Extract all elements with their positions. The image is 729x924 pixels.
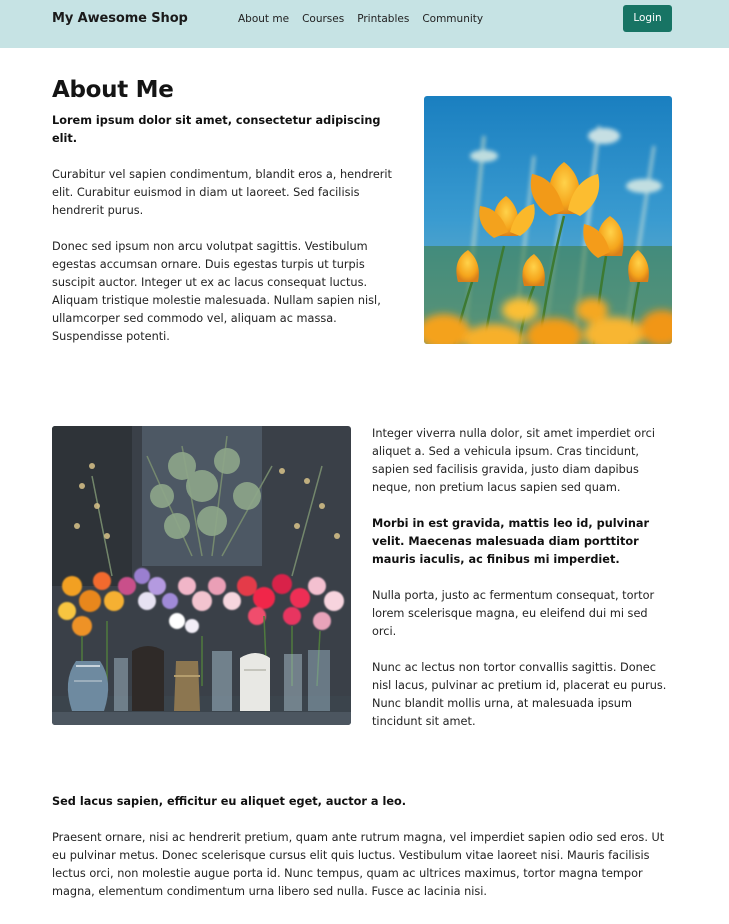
second-paragraph-3: Nunc ac lectus non tortor convallis sagittis. Donec nisl lacus, pulvinar ac pretium id, placerat eu purus. Nunc blandit mollis urna, at malesuada ipsum tincidunt sit amet.	[372, 661, 667, 728]
nav-link-printables[interactable]: Printables	[357, 13, 410, 25]
flower-shop-illustration	[52, 426, 351, 725]
poppies-photo	[424, 96, 672, 344]
third-paragraph-1: Praesent ornare, nisi ac hendrerit pretium, quam ante rutrum magna, vel imperdiet sapien odio sed eros. Ut eu pulvinar metus. Donec scelerisque cursus elit quis luctus. Vestibulum vitae laoreet nisi. Mauris facilisis lectus orci, non molestie augue porta id. Nunc tempus, quam ac ultrices maximus, tortor magna tempor magna, elementum condimentum urna libero sed nulla. Fusce ac lacinia nisi.	[52, 831, 665, 898]
poppies-illustration	[424, 96, 672, 344]
about-paragraph-2: Donec sed ipsum non arcu volutpat sagittis. Vestibulum egestas accumsan ornare. Duis egestas turpis ut turpis suscipit auctor. Integer ut ex ac lacus consequat luctus. Aliquam tristique molestie malesuada. Nullam sapien nisl, ullamcorper sed commodo vel, aliquam ac massa. Suspendisse potenti.	[52, 240, 381, 343]
flower-shop-photo	[52, 426, 351, 725]
about-text-column	[52, 112, 402, 364]
nav-link-about-me[interactable]: About me	[238, 13, 290, 25]
second-paragraph-2: Nulla porta, justo ac fermentum consequat, tortor lorem scelerisque magna, eu eleifend dui mi sed orci.	[372, 589, 655, 638]
third-bold-heading: Sed lacus sapien, efficitur eu aliquet eget, auctor a leo.	[52, 795, 407, 808]
second-text-column	[372, 425, 674, 749]
top-navbar	[0, 0, 729, 48]
third-text-section	[52, 793, 676, 919]
nav-link-courses[interactable]: Courses	[302, 13, 345, 25]
about-lead: Lorem ipsum dolor sit amet, consectetur adipiscing elit.	[52, 114, 381, 145]
about-paragraph-1: Curabitur vel sapien condimentum, blandit eros a, hendrerit elit. Curabitur euismod in diam ut laoreet. Sed facilisis hendrerit purus.	[52, 168, 392, 217]
nav-link-community[interactable]: Community	[422, 13, 484, 25]
second-paragraph-1: Integer viverra nulla dolor, sit amet imperdiet orci aliquet a. Sed a vehicula ipsum. Cras tincidunt, sapien sed facilisis gravida, justo diam dapibus neque, non pretium lacus sapien sed quam.	[372, 427, 655, 494]
brand-logo[interactable]: My Awesome Shop	[52, 11, 188, 26]
second-bold-paragraph: Morbi in est gravida, mattis leo id, pulvinar velit. Maecenas malesuada diam porttitor mauris iaculis, ac finibus mi imperdiet.	[372, 517, 650, 566]
main-nav	[238, 10, 483, 28]
login-button[interactable]: Login	[623, 5, 672, 32]
page-title: About Me	[52, 77, 174, 103]
